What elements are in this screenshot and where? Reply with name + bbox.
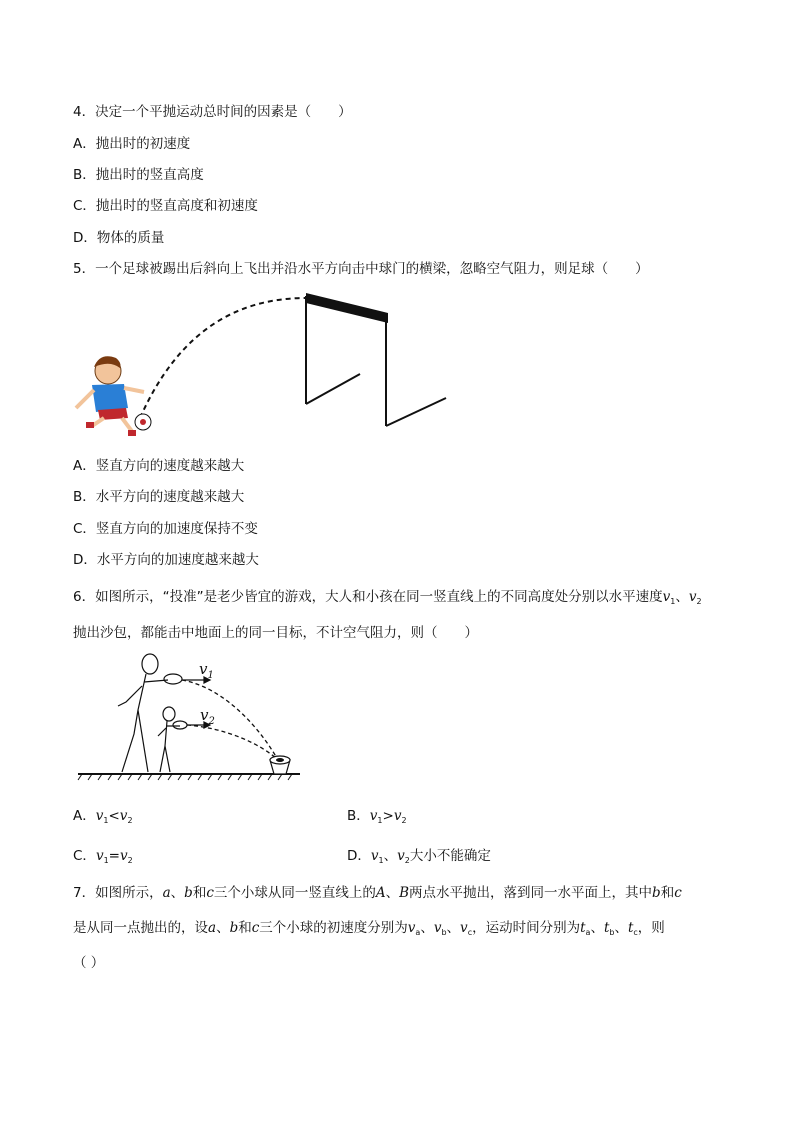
q6-option-b: B．$v_1>v_2$ — [347, 808, 407, 825]
q4-option-a: A．抛出时的初速度 — [73, 136, 191, 152]
q6-stem-line1: 6．如图所示，“投准”是老少皆宜的游戏，大人和小孩在同一竖直线上的不同高度处分别以水平速度$v_1$、$v_2$ — [73, 589, 702, 606]
q7-stem-line3: （ ） — [73, 955, 105, 971]
label-v2: $v_2$ — [200, 706, 215, 727]
soccer-goal-figure — [70, 288, 460, 448]
q5-option-c: C．竖直方向的加速度保持不变 — [73, 521, 258, 537]
label-v1: $v_1$ — [199, 660, 214, 681]
trajectory-v2 — [187, 725, 278, 760]
q7-stem-line2: 是从同一点抛出的，设a、b和c三个小球的初速度分别为$v_a$、$v_b$、$v_c$，运动时间分别为$t_a$、$t_b$、$t_c$，则 — [73, 920, 665, 937]
q4-option-b: B．抛出时的竖直高度 — [73, 167, 204, 183]
q4-option-d: D．物体的质量 — [73, 230, 165, 246]
adult-figure — [118, 654, 182, 772]
target-basket — [270, 756, 290, 774]
q5-option-a: A．竖直方向的速度越来越大 — [73, 458, 245, 474]
q5-option-d: D．水平方向的加速度越来越大 — [73, 552, 259, 568]
goal-right-ground-bar — [386, 398, 446, 426]
ball-trajectory — [140, 298, 306, 418]
q6-option-c: C．$v_1=v_2$ — [73, 848, 133, 865]
q6-option-d: D．$v_1$、$v_2$大小不能确定 — [347, 848, 491, 865]
throwing-game-figure — [76, 650, 306, 785]
q5-option-b: B．水平方向的速度越来越大 — [73, 489, 245, 505]
q7-stem-line1: 7．如图所示，a、b和c三个小球从同一竖直线上的A、B两点水平抛出，落到同一水平面上，其中b和c — [73, 885, 682, 901]
q4-option-c: C．抛出时的竖直高度和初速度 — [73, 198, 258, 214]
soccer-ball-icon — [135, 414, 151, 430]
trajectory-v1 — [182, 680, 278, 760]
goal-left-ground-bar — [306, 374, 360, 404]
q5-stem: 5．一个足球被踢出后斜向上飞出并沿水平方向击中球门的横梁，忽略空气阻力，则足球（ ） — [73, 261, 649, 277]
q4-stem: 4．决定一个平抛运动总时间的因素是（ ） — [73, 104, 352, 120]
goal-crossbar — [306, 293, 388, 323]
q6-stem-line2: 抛出沙包，都能击中地面上的同一目标，不计空气阻力，则（ ） — [73, 625, 478, 641]
child-figure — [158, 707, 187, 772]
boy-kicking-figure — [76, 356, 144, 436]
q6-option-a: A．$v_1<v_2$ — [73, 808, 133, 825]
